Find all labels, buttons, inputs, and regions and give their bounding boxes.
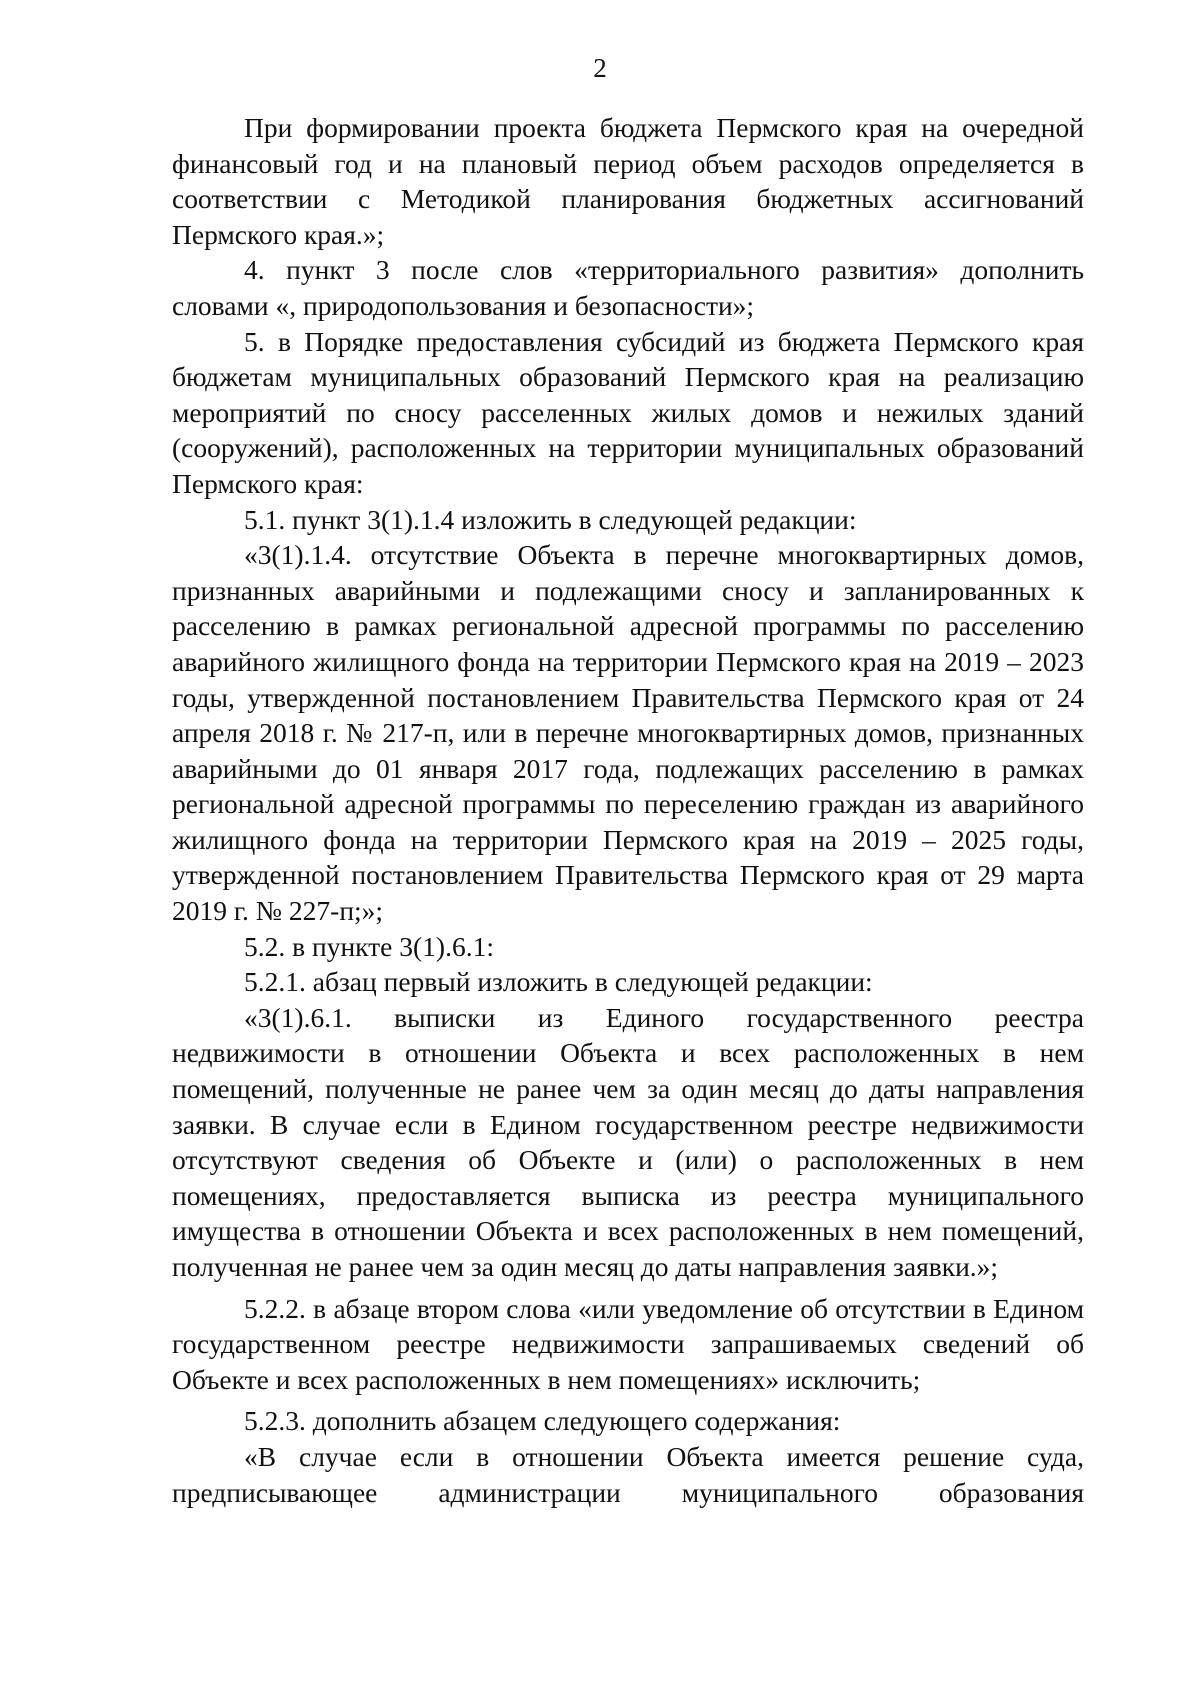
paragraph-item-5-2-3: 5.2.3. дополнить абзацем следующего содержания: bbox=[244, 1405, 841, 1437]
paragraph-clause-3-1-1-4: «3(1).1.4. отсутствие Объекта в перечне многоквартирных домов, признанных аварийными и подлежащими сносу и запланированных к расселению в рамках региональной адресной программы по расселению аварийного жилищного фонда на территории Пермского края на 2019 – 2023 годы, утвержденной постановлением Правительства Пермского края от 24 апреля 2018 г. № 217-п, или в перечне многоквартирных домов, признанных аварийными до 01 января 2017 года, подлежащих расселению в рамках региональной адресной программы по переселению граждан из аварийного жилищного фонда на территории Пермского края на 2019 – 2025 годы, утвержденной постановлением Правительства Пермского края от 29 марта 2019 г. № 227-п;»; bbox=[172, 539, 1084, 927]
paragraph-item-5-1: 5.1. пункт 3(1).1.4 изложить в следующей редакции: bbox=[244, 503, 857, 535]
paragraph-item-5-2-2: 5.2.2. в абзаце втором слова «или уведомление об отсутствии в Едином государственном реестре недвижимости запрашиваемых сведений об Объекте и всех расположенных в нем помещениях» исключить; bbox=[172, 1292, 1084, 1395]
paragraph-item-5-2-1: 5.2.1. абзац первый изложить в следующей редакции: bbox=[244, 966, 873, 998]
paragraph-clause-3-1-6-1: «3(1).6.1. выписки из Единого государственного реестра недвижимости в отношении Объекта и всех расположенных в нем помещений, полученные не ранее чем за один месяц до даты направления заявки. В случае если в Едином государственном реестре недвижимости отсутствуют сведения об Объекте и (или) о расположенных в нем помещениях, предоставляется выписка из реестра муниципального имущества в отношении Объекта и всех расположенных в нем помещений, полученная не ранее чем за один месяц до даты направления заявки.»; bbox=[172, 1001, 1084, 1282]
page-number: 2 bbox=[593, 53, 607, 83]
paragraph-item-5: 5. в Порядке предоставления субсидий из бюджета Пермского края бюджетам муниципальных образований Пермского края на реализацию мероприятий по сносу расселенных жилых домов и нежилых зданий (сооружений), расположенных на территории муниципальных образований Пермского края: bbox=[172, 325, 1084, 499]
paragraph-budget-formation: При формировании проекта бюджета Пермского края на очередной финансовый год и на плановый период объем расходов определяется в соответствии с Методикой планирования бюджетных ассигнований Пермского края.»; bbox=[172, 112, 1084, 250]
paragraph-item-5-2: 5.2. в пункте 3(1).6.1: bbox=[244, 930, 494, 962]
paragraph-item-4: 4. пункт 3 после слов «территориального развития» дополнить словами «, природопользования и безопасности»; bbox=[172, 254, 1084, 321]
paragraph-court-decision: «В случае если в отношении Объекта имеется решение суда, предписывающее администрации муниципального образования bbox=[172, 1440, 1084, 1508]
document-body bbox=[172, 110, 1084, 1510]
